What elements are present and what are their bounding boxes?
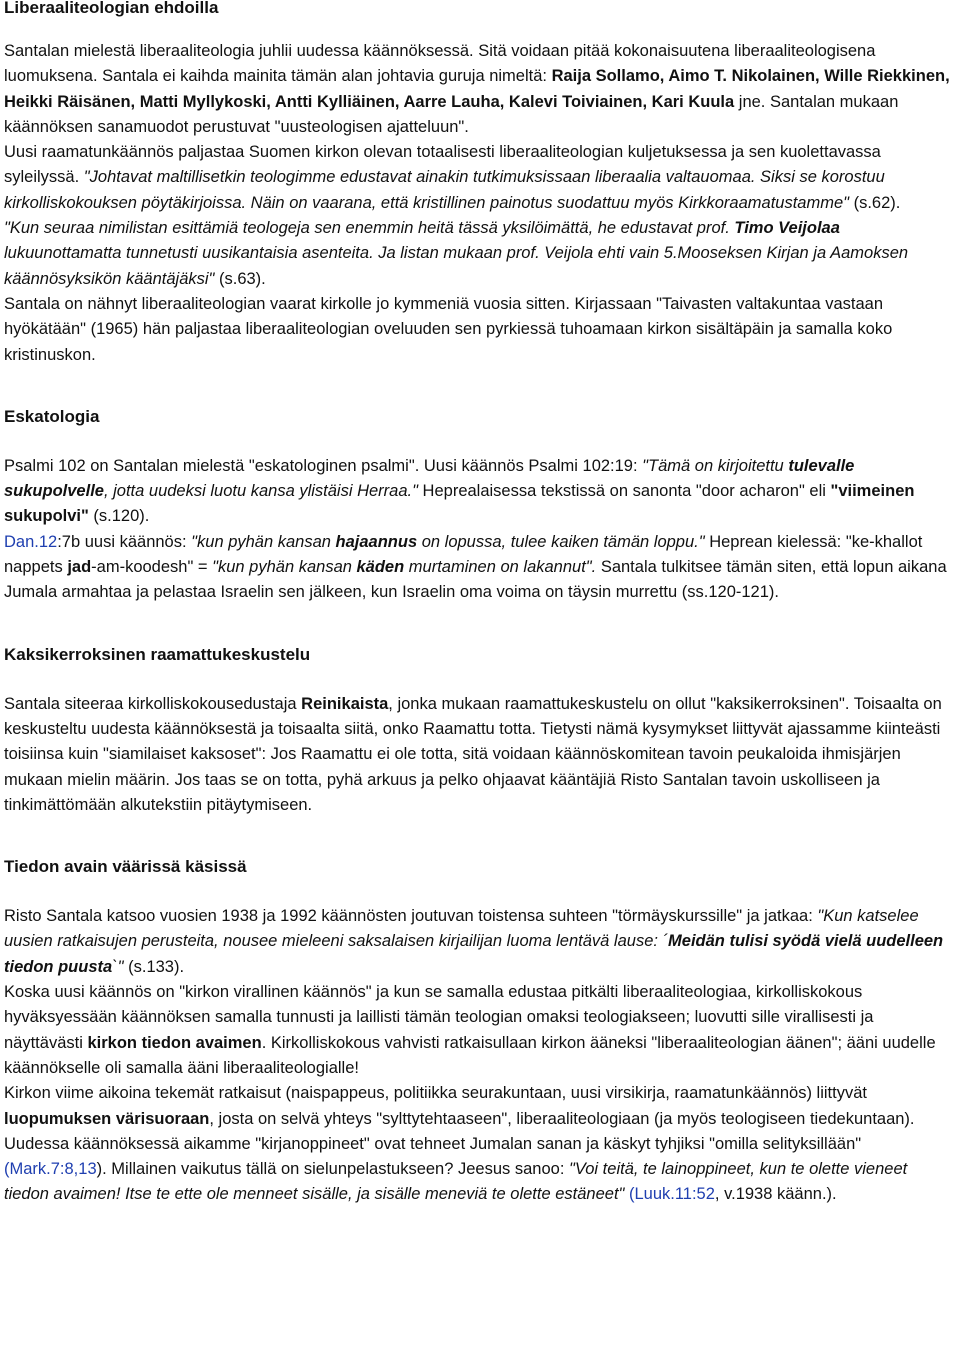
paragraph bbox=[4, 692, 956, 818]
paragraph bbox=[4, 530, 956, 606]
text-run: (s.133). bbox=[123, 957, 185, 976]
text-run: kirkon tiedon avaimen bbox=[87, 1033, 262, 1052]
paragraph bbox=[4, 292, 956, 368]
text-run: ). Millainen vaikutus tällä on sielunpelastukseen? Jeesus sanoo: bbox=[96, 1160, 569, 1179]
text-run: "Voi teitä, te lainoppineet, kun te olette vieneet tiedon avaimen! Itse te ette ole menneet sisälle, ja sisälle meneviä te olette estäneet" bbox=[4, 1160, 908, 1204]
scripture-link[interactable]: 12 bbox=[38, 532, 58, 551]
text-run: , jonka mukaan raamattukeskustelu on ollut "kaksikerroksinen". Toisaalta on keskusteltu uudesta käännöksestä ja toisaalta siitä, onko Raamattu totta. Tietysti nämä kysymykset liittyvät ajassamme kiinteästi toisiinsa kuin "siamilaiset kaksoset": Jos Raamattu ei ole totta, sitä voidaan käännöskomitean tavoin peukaloida ihmisjärjen mukaan mielin määrin. Jos taas se on totta, pyhä arkuus ja pelko ohjaavat kääntäjiä Risto Santalan tavoin uskolliseen ja tinkimättömään alkutekstiin pitäytymiseen. bbox=[4, 694, 942, 814]
scripture-link[interactable]: (Luuk.11:52 bbox=[628, 1185, 715, 1204]
section-heading: Eskatologia bbox=[4, 406, 100, 426]
text-run: käden bbox=[356, 558, 405, 577]
scripture-link[interactable]: Dan. bbox=[4, 532, 39, 551]
text-run: Heprealaisessa tekstissä on sanonta "door acharon" eli bbox=[417, 482, 831, 501]
text-run: Psalmi 102 on Santalan mielestä "eskatologinen psalmi". Uusi käännös Psalmi 102:19: bbox=[4, 456, 643, 475]
text-run: Santala siteeraa kirkolliskokousedustaja bbox=[4, 694, 302, 713]
paragraph bbox=[4, 1081, 956, 1207]
text-run: "viimeinen sukupolvi" bbox=[4, 482, 915, 526]
text-run: :7b uusi käännös: bbox=[57, 532, 192, 551]
paragraph bbox=[4, 454, 956, 530]
text-run: . Kirkolliskokous vahvisti ratkaisullaan kirkon ääneksi "liberaaliteologian äänen"; ääni uudelle käännökselle oli samalla ääni liberaaliteologialle! bbox=[4, 1033, 936, 1077]
text-run: (s.120). bbox=[88, 507, 150, 526]
text-run: luopumuksen värisuoraan bbox=[4, 1109, 210, 1128]
text-run: tulevalle sukupolvelle bbox=[4, 456, 855, 501]
text-run: Santala tulkitsee tämän siten, että lopun aikana Jumala armahtaa ja pelastaa Israelin sen jälkeen, kun Israelin oma voima on täysin murrettu (ss.120-121). bbox=[4, 558, 947, 602]
text-run: Uusi raamatunkäännös paljastaa Suomen kirkon olevan totaalisesti liberaaliteologian kuljetuksessa ja sen kuolettavassa syleilyssä. bbox=[4, 143, 881, 187]
paragraph bbox=[4, 216, 956, 292]
text-run: `" bbox=[112, 957, 124, 976]
text-run: "kun pyhän kansan bbox=[212, 558, 357, 577]
text-run: , v.1938 käänn.). bbox=[714, 1185, 837, 1204]
scripture-link[interactable]: (Mark.7:8,13 bbox=[4, 1160, 97, 1179]
text-run: (s.62). bbox=[849, 193, 901, 212]
text-run: Santalan mielestä liberaaliteologia juhlii uudessa käännöksessä. Sitä voidaan pitää kokonaisuutena liberaaliteologisena luomuksena. Santala ei kaihda mainita tämän alan johtavia guruja nimeltä: bbox=[4, 42, 876, 86]
text-run: "Kun seuraa nimilistan esittämiä teologeja sen enemmin heitä tässä yksilöimättä, he edustavat prof. bbox=[4, 219, 735, 238]
text-run: Heprean kielessä: "ke-khallot nappets bbox=[4, 532, 923, 577]
text-run: (s.63). bbox=[214, 269, 266, 288]
paragraph bbox=[4, 39, 956, 140]
text-run: jad bbox=[67, 558, 92, 577]
text-run: Reinikaista bbox=[301, 694, 389, 713]
section-heading: Liberaaliteologian ehdoilla bbox=[4, 0, 219, 17]
text-run: on lopussa, tulee kaiken tämän loppu." bbox=[417, 532, 705, 551]
section-heading: Kaksikerroksinen raamattukeskustelu bbox=[4, 644, 311, 664]
text-run: Koska uusi käännös on "kirkon virallinen käännös" ja kun se samalla edustaa pitkälti liberaaliteologiaa, kirkolliskokous hyväksyessään käännöksen samalla tunnusti ja laillisti tämän teologian omaksi teologiakseen; luovutti sille virallisesti ja näyttävästi bbox=[4, 983, 874, 1052]
text-run: lukuunottamatta tunnetusti uusikantaisia asenteita. Ja listan mukaan prof. Veijola ehti vain 5.Mooseksen Kirjan ja Aamoksen käännösyksikön kääntäjäksi" bbox=[4, 244, 909, 288]
text-run: hajaannus bbox=[335, 532, 418, 551]
text-run: "Johtavat maltillisetkin teologimme edustavat ainakin tutkimuksissaan liberaalia valtauomaa. Siksi se korostuu kirkolliskokouksen pöytäkirjoissa. Näin on vaarana, että kristillinen painotus suodattuu myös Kirkkoraamatustamme" bbox=[4, 168, 885, 212]
text-run: , josta on selvä yhteys "sylttytehtaaseen", liberaaliteologiaan (ja myös teologiseen tiedekuntaan). Uudessa käännöksessä aikamme "kirjanoppineet" ovat tehneet Jumalan sanan ja käskyt tyhjiksi "omilla selityksillään" bbox=[4, 1109, 915, 1153]
text-run: "Tämä on kirjoitettu bbox=[642, 456, 789, 475]
text-run: murtaminen on lakannut". bbox=[404, 558, 597, 577]
text-run: "kun pyhän kansan bbox=[191, 532, 336, 551]
text-run: Santala on nähnyt liberaaliteologian vaarat kirkolle jo kymmeniä vuosia sitten. Kirjassaan "Taivasten valtakuntaa vastaan hyökätään" (1965) hän paljastaa liberaaliteologian oveluuden sen pyrkiessä tuhoamaan kirkon sisältäpäin ja samalla koko kristinuskon. bbox=[4, 294, 893, 364]
text-run: Raija Sollamo, Aimo T. Nikolainen, Wille Riekkinen, Heikki Räisänen, Matti Myllykoski, Antti Kylliäinen, Aarre Lauha, Kalevi Toiviainen, Kari Kuula bbox=[4, 67, 950, 111]
text-run: Timo Veijolaa bbox=[734, 219, 840, 238]
paragraph bbox=[4, 904, 956, 980]
paragraph bbox=[4, 140, 956, 216]
text-run: , jotta uudeksi luotu kansa ylistäisi Herraa." bbox=[103, 482, 418, 501]
text-run: "Kun katselee uusien ratkaisujen perusteita, nousee mieleeni saksalaisen kirjailijan luoma lentävä lause: ´ bbox=[4, 907, 919, 951]
text-run: Kirkon viime aikoina tekemät ratkaisut (naispappeus, politiikka seurakuntaan, uusi virsikirja, raamatunkäännös) liittyvät bbox=[4, 1084, 867, 1103]
text-run: Meidän tulisi syödä vielä uudelleen tiedon puusta bbox=[4, 932, 944, 976]
paragraph bbox=[4, 980, 956, 1081]
text-run: -am-koodesh" = bbox=[91, 558, 213, 577]
section-heading: Tiedon avain väärissä käsissä bbox=[4, 857, 247, 877]
text-run: jne. Santalan mukaan käännöksen sanamuodot perustuvat "uusteologisen ajatteluun". bbox=[4, 92, 899, 136]
text-run: Risto Santala katsoo vuosien 1938 ja 1992 käännösten joutuvan toistensa suhteen "törmäyskurssille" ja jatkaa: bbox=[4, 907, 818, 926]
